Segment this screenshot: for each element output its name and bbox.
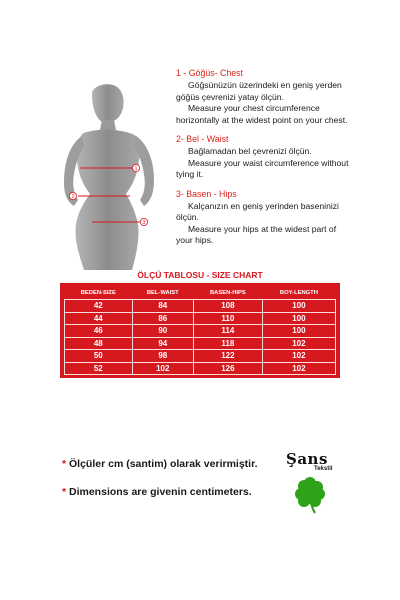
table-cell: 126 bbox=[193, 362, 262, 375]
size-table bbox=[64, 287, 336, 375]
instruction-line: Measure your waist circumference without bbox=[188, 157, 349, 168]
section-chest bbox=[176, 68, 388, 126]
marker-3-label: 3 bbox=[142, 220, 146, 227]
instruction-line: your hips. bbox=[176, 235, 214, 246]
instruction-line: göğüs çevrenizi yatay ölçün. bbox=[176, 91, 284, 102]
section-title: 2- Bel - Waist bbox=[176, 134, 229, 145]
instruction-line: Measure your hips at the widest part of bbox=[188, 223, 337, 234]
table-cell: 110 bbox=[193, 312, 262, 325]
column-header-length: BOY-LENGTH bbox=[279, 290, 318, 296]
note-turkish bbox=[62, 458, 258, 470]
silhouette-torso bbox=[75, 130, 140, 270]
table-header-row bbox=[65, 287, 336, 300]
brand-logo bbox=[286, 450, 346, 472]
table-cell: 102 bbox=[262, 337, 335, 350]
table-cell: 42 bbox=[65, 300, 133, 313]
table-cell: 52 bbox=[65, 362, 133, 375]
table-cell: 48 bbox=[65, 337, 133, 350]
size-chart bbox=[60, 283, 340, 378]
silhouette-illustration bbox=[52, 82, 164, 272]
table-row bbox=[65, 325, 336, 338]
silhouette-neck bbox=[100, 120, 116, 130]
measurement-instructions bbox=[176, 68, 388, 255]
table-cell: 46 bbox=[65, 325, 133, 338]
table-cell: 90 bbox=[132, 325, 193, 338]
table-cell: 44 bbox=[65, 312, 133, 325]
logo-subtitle: Tekstil bbox=[314, 466, 333, 472]
instruction-line: Bağlamadan bel çevrenizi ölçün. bbox=[188, 146, 312, 157]
table-row bbox=[65, 350, 336, 363]
table-cell: 84 bbox=[132, 300, 193, 313]
table-row bbox=[65, 312, 336, 325]
note-text: Ölçüler cm (santim) olarak verirmiştir. bbox=[66, 458, 258, 470]
table-row bbox=[65, 337, 336, 350]
table-cell: 102 bbox=[132, 362, 193, 375]
instruction-line: Measure your chest circumference bbox=[188, 103, 320, 114]
note-text: Dimensions are givenin centimeters. bbox=[66, 486, 252, 498]
instruction-line: tying it. bbox=[176, 169, 204, 180]
clover-icon bbox=[290, 474, 330, 514]
logo-wordmark: Şans bbox=[286, 450, 328, 468]
table-cell: 102 bbox=[262, 350, 335, 363]
table-cell: 102 bbox=[262, 362, 335, 375]
table-cell: 86 bbox=[132, 312, 193, 325]
marker-2-label: 2 bbox=[71, 194, 75, 201]
instruction-line: Kalçanızın en geniş yerinden baseninizi bbox=[188, 201, 339, 212]
asterisk: * bbox=[62, 486, 67, 498]
table-cell: 98 bbox=[132, 350, 193, 363]
note-english bbox=[62, 486, 252, 498]
table-row bbox=[65, 300, 336, 313]
column-header-waist: BEL-WAIST bbox=[146, 290, 179, 296]
table-cell: 100 bbox=[262, 325, 335, 338]
body-measurement-figure bbox=[52, 82, 164, 272]
table-cell: 94 bbox=[132, 337, 193, 350]
table-cell: 108 bbox=[193, 300, 262, 313]
section-title: 1 - Göğüs- Chest bbox=[176, 68, 243, 78]
marker-1-label: 1 bbox=[134, 166, 138, 173]
section-waist bbox=[176, 134, 388, 181]
section-hips bbox=[176, 189, 388, 247]
table-cell: 114 bbox=[193, 325, 262, 338]
instruction-line: horizontally at the widest point on your chest. bbox=[176, 114, 348, 125]
table-cell: 122 bbox=[193, 350, 262, 363]
silhouette-head bbox=[92, 84, 124, 123]
table-cell: 50 bbox=[65, 350, 133, 363]
section-title: 3- Basen - Hips bbox=[176, 188, 237, 199]
size-chart-title: ÖLÇÜ TABLOSU - SIZE CHART bbox=[137, 270, 263, 280]
instruction-line: ölçün. bbox=[176, 212, 199, 223]
table-cell: 100 bbox=[262, 300, 335, 313]
asterisk: * bbox=[62, 458, 67, 470]
column-header-size: BEDEN-SIZE bbox=[80, 290, 116, 296]
column-header-hips: BASEN-HIPS bbox=[209, 290, 246, 296]
table-cell: 118 bbox=[193, 337, 262, 350]
table-cell: 100 bbox=[262, 312, 335, 325]
instruction-line: Göğsünüzün üzerindeki en geniş yerden bbox=[188, 80, 342, 91]
table-row bbox=[65, 362, 336, 375]
